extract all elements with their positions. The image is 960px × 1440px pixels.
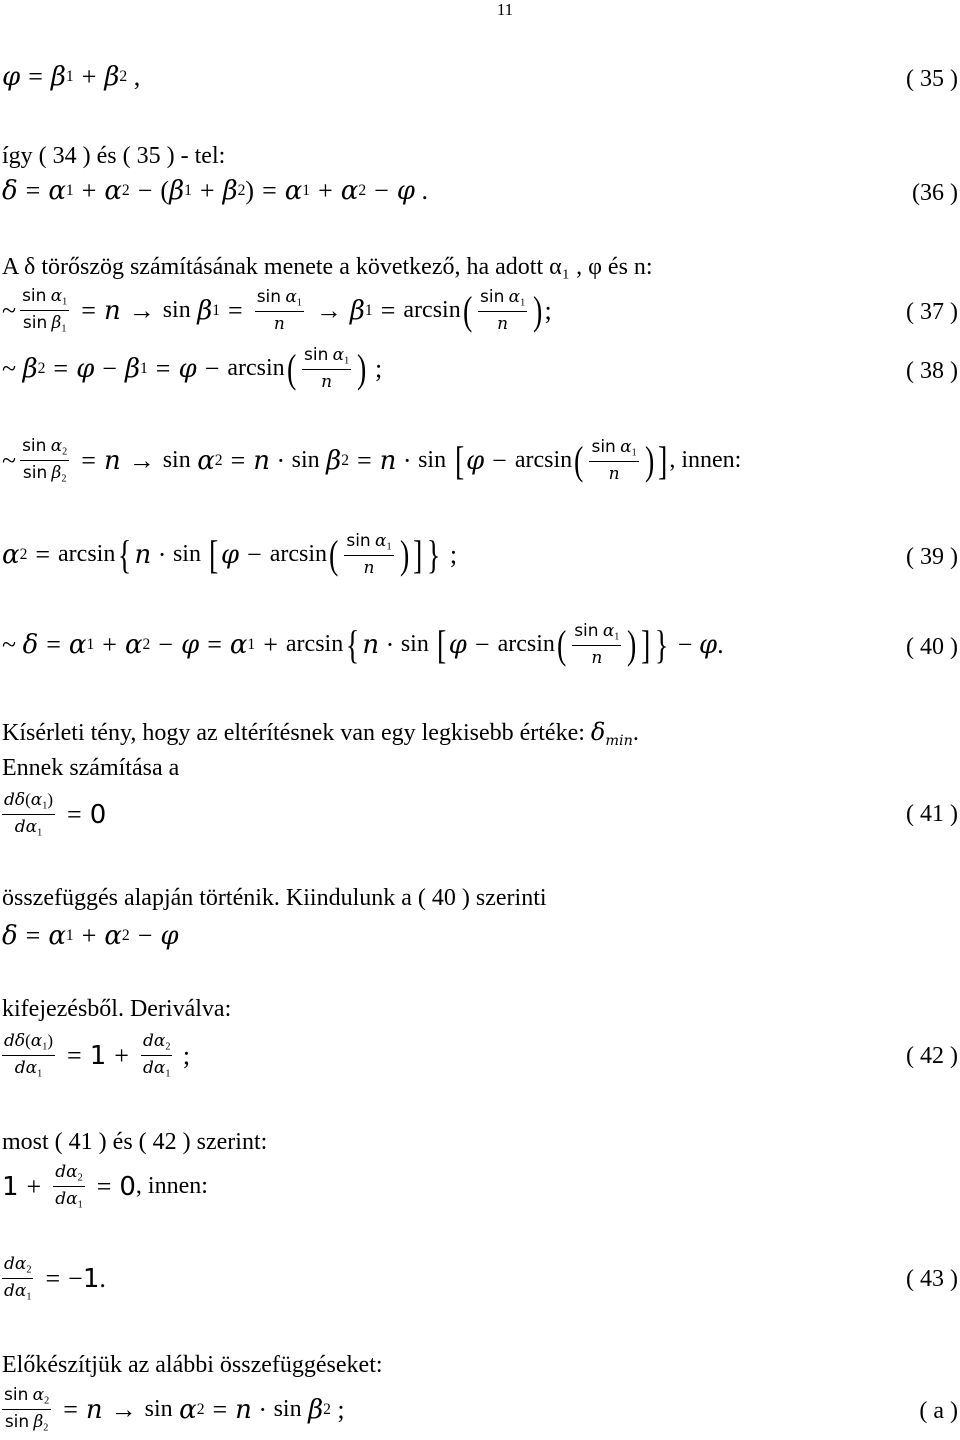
text-ennek: Ennek számítása a <box>2 755 180 781</box>
equation-number-43: ( 43 ) <box>906 1266 958 1292</box>
equation-number-38: ( 38 ) <box>906 358 958 384</box>
equation-number-a: ( a ) <box>919 1398 958 1424</box>
equation-sin-alpha2: ~ $\frac{\sin \alpha_2}{\sin \beta_2}$ = n → sin α 2 = n · sin β 2 = n · sin [ φ − arcsin ( $\sin \alpha_1$ n ) ] , innen: <box>2 436 742 485</box>
equation-43: $\frac{d\alpha_2}{d\alpha_1}$ = − 1 . <box>4 1254 106 1303</box>
equation-number-40: ( 40 ) <box>906 634 958 660</box>
equation-number-35: ( 35 ) <box>906 66 958 92</box>
equation-1-plus: 1 + $\frac{d\alpha_2}{d\alpha_1}$ = 0 , innen: <box>2 1162 208 1211</box>
text-kiserleti: Kísérleti tény, hogy az eltérítésnek van egy legkisebb értéke: $\delta_{min}$. <box>2 718 639 750</box>
text-torszog: A δ törőszög számításának menete a következő, ha adott α₁ , φ és n: <box>2 254 653 280</box>
equation-39: α 2 = arcsin { n · sin [ φ − arcsin ( $\sin \alpha_1$ n ) ] } ; <box>2 531 458 579</box>
equation-41: $\frac{d\delta(\alpha_1)}{d\alpha_1}$ = 0 <box>4 790 107 839</box>
text-kifejezesbol: kifejezésből. Deriválva: <box>2 996 232 1022</box>
equation-36: δ = α 1 + α 2 − ( β 1 + β 2 ) = α 1 + α 2 − φ . <box>2 176 429 206</box>
text-igy: így ( 34 ) és ( 35 ) - tel: <box>2 143 226 169</box>
text-osszefugges: összefüggés alapján történik. Kiindulunk a ( 40 ) szerinti <box>2 885 547 911</box>
equation-number-39: ( 39 ) <box>906 544 958 570</box>
text-innen-2: , innen: <box>135 1173 208 1200</box>
equation-35: φ = β 1 + β 2 , <box>2 62 141 92</box>
page-number: 11 <box>496 0 514 19</box>
text-most: most ( 41 ) és ( 42 ) szerint: <box>2 1129 268 1155</box>
equation-38: ~ β 2 = φ − β 1 = φ − arcsin ( $\sin \alpha_1$ n ) ; <box>2 345 383 393</box>
equation-delta: δ = α 1 + α 2 − φ <box>2 921 179 951</box>
text-elokeszitjuk: Előkészítjük az alábbi összefüggéseket: <box>2 1352 383 1378</box>
equation-number-41: ( 41 ) <box>906 801 958 827</box>
text-innen-1: , innen: <box>669 447 742 474</box>
equation-40: ~ δ = α 1 + α 2 − φ = α 1 + arcsin { n · sin [ φ − arcsin ( $\sin \alpha_1$ n ) ] } − φ . <box>2 621 724 669</box>
equation-37: ~ $\frac{\sin \alpha_1}{\sin \beta_1}$ = n → sin β 1 = $\frac{\sin \alpha_1}{n}$ → β 1 = arcsin ( $\sin \alpha_1$ n ) ; <box>2 286 552 335</box>
equation-a: $\frac{\sin \alpha_2}{\sin \beta_2}$ = n → sin α 2 = n · sin β 2 ; <box>4 1385 345 1434</box>
equation-number-37: ( 37 ) <box>906 299 958 325</box>
equation-42: $\frac{d\delta(\alpha_1)}{d\alpha_1}$ = 1 + $\frac{d\alpha_2}{d\alpha_1}$ ; <box>4 1031 191 1080</box>
equation-number-42: ( 42 ) <box>906 1043 958 1069</box>
equation-number-36: (36 ) <box>912 180 958 206</box>
